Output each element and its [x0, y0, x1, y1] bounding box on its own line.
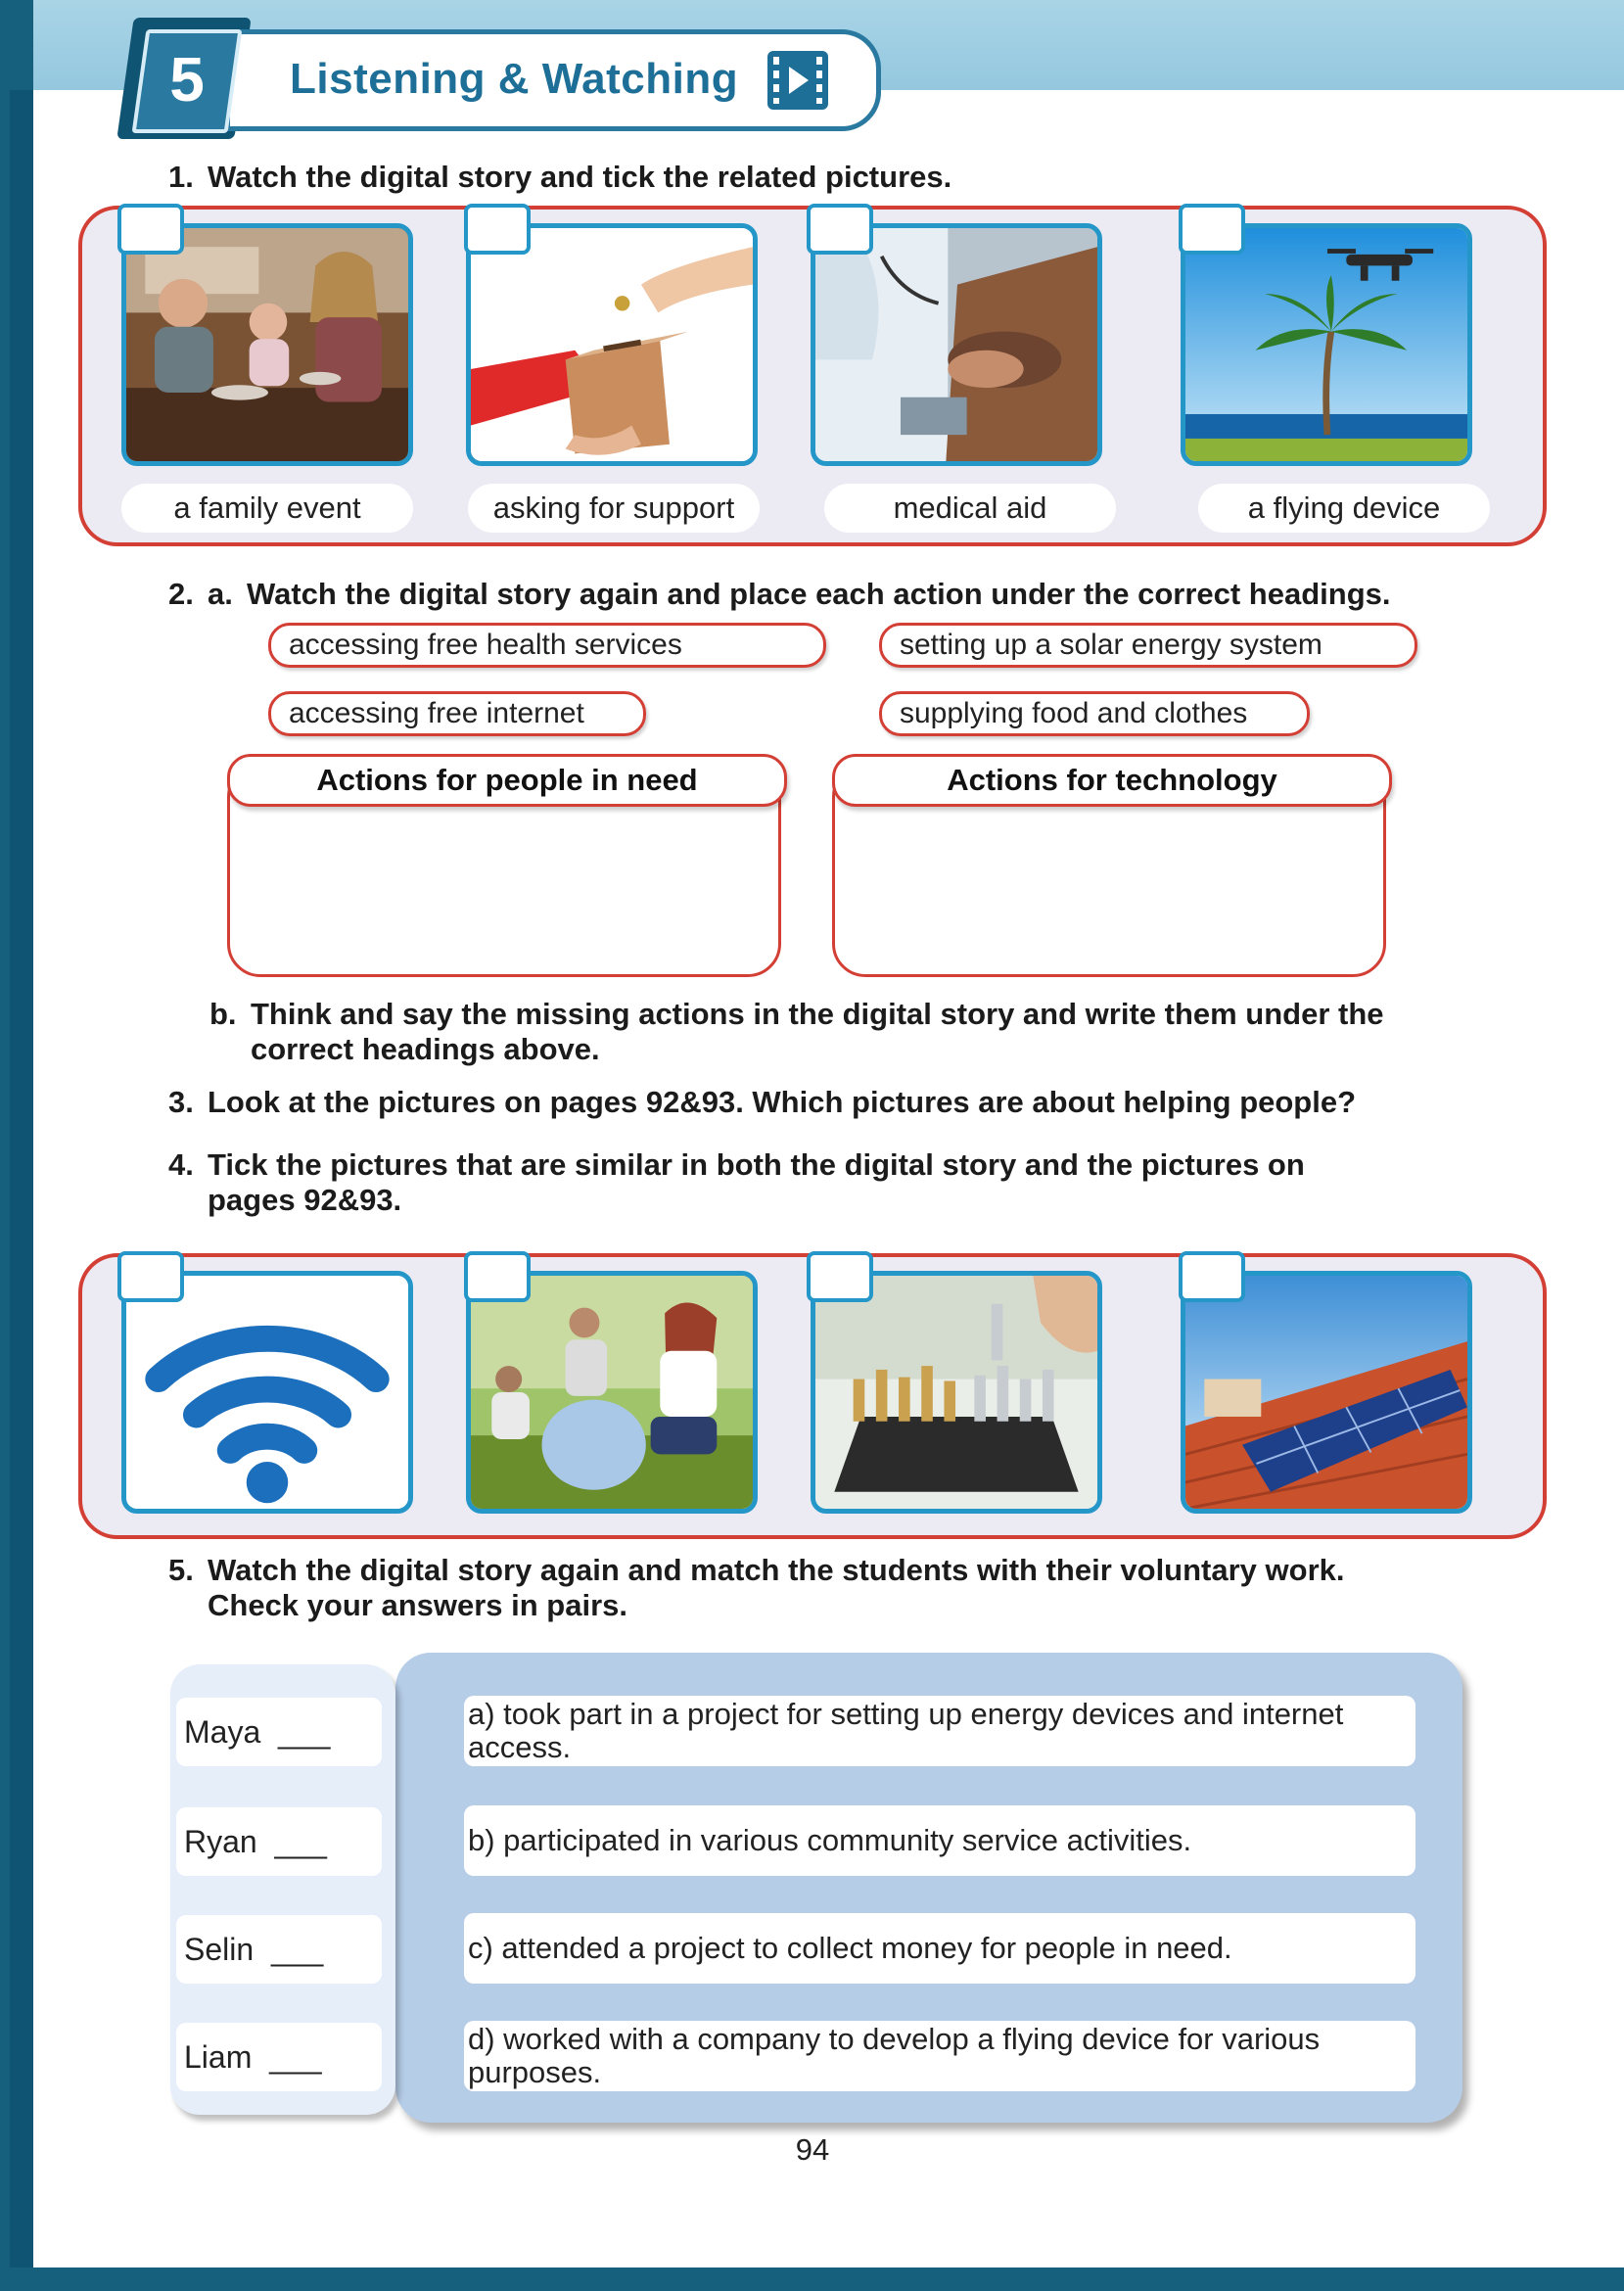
left-margin-band-inner [10, 90, 33, 2291]
q4-tick-box-4[interactable] [1179, 1251, 1245, 1302]
heading-people-in-need: Actions for people in need [227, 754, 787, 807]
heading-technology: Actions for technology [832, 754, 1392, 807]
answer-blank-selin[interactable]: ___ [270, 1932, 324, 1967]
video-play-icon [766, 49, 830, 112]
student-row-selin [176, 1915, 382, 1984]
bottom-band [0, 2268, 1624, 2291]
question-5-line2: Check your answers in pairs. [208, 1588, 628, 1622]
description-b [464, 1805, 1415, 1876]
action-chip-health[interactable]: accessing free health services [268, 623, 826, 668]
q1-caption-3: medical aid [824, 484, 1116, 533]
answer-blank-ryan[interactable]: ___ [274, 1824, 327, 1859]
q4-image-solar-panels [1181, 1271, 1472, 1514]
question-2b-line2: correct headings above. [251, 1032, 600, 1066]
question-5-line1: Watch the digital story again and match the students with their voluntary work. [208, 1553, 1345, 1587]
q1-caption-4: a flying device [1198, 484, 1490, 533]
q4-tick-box-1[interactable] [117, 1251, 184, 1302]
question-3 [168, 1085, 1356, 1120]
question-2-number: 2. [168, 577, 194, 611]
description-a [464, 1696, 1415, 1766]
question-3-number: 3. [168, 1085, 194, 1119]
student-row-liam [176, 2023, 382, 2091]
description-d [464, 2021, 1415, 2091]
answer-blank-maya[interactable]: ___ [278, 1714, 331, 1750]
section-title: Listening & Watching [290, 55, 739, 103]
question-5-number: 5. [168, 1553, 194, 1587]
q4-image-chess [811, 1271, 1102, 1514]
q1-tick-box-2[interactable] [464, 204, 531, 255]
description-a-text: a) took part in a project for setting up energy devices and internet access. [468, 1697, 1344, 1764]
q1-tick-box-3[interactable] [807, 204, 873, 255]
question-4-number: 4. [168, 1147, 194, 1182]
q1-image-family-dinner [121, 223, 413, 466]
description-c [464, 1913, 1415, 1984]
student-row-maya [176, 1698, 382, 1766]
question-1 [168, 160, 951, 195]
q4-image-volunteers [466, 1271, 758, 1514]
question-1-number: 1. [168, 160, 194, 194]
student-row-ryan [176, 1807, 382, 1876]
q4-tick-box-3[interactable] [807, 1251, 873, 1302]
page-number: 94 [795, 2132, 830, 2167]
question-2b [209, 997, 1384, 1067]
q1-tick-box-4[interactable] [1179, 204, 1245, 255]
question-4-line1: Tick the pictures that are similar in both the digital story and the pictures on [208, 1147, 1305, 1182]
q1-image-donation-box [466, 223, 758, 466]
q4-tick-box-2[interactable] [464, 1251, 531, 1302]
student-name-maya: Maya [184, 1714, 261, 1750]
question-4 [168, 1147, 1305, 1218]
description-c-text: c) attended a project to collect money for people in need. [468, 1931, 1232, 1965]
action-chip-food[interactable]: supplying food and clothes [879, 691, 1310, 736]
question-1-text: Watch the digital story and tick the related pictures. [208, 160, 952, 194]
unit-number: 5 [169, 44, 205, 115]
q1-image-doctor-patient [811, 223, 1102, 466]
description-b-text: b) participated in various community service activities. [468, 1823, 1192, 1857]
question-5 [168, 1553, 1345, 1623]
question-2a [168, 577, 1391, 612]
question-2b-label: b. [209, 997, 237, 1031]
q1-tick-box-1[interactable] [117, 204, 184, 255]
student-name-ryan: Ryan [184, 1824, 257, 1859]
question-2a-label: a. [208, 577, 233, 611]
question-2b-line1: Think and say the missing actions in the digital story and write them under the [251, 997, 1384, 1031]
student-name-liam: Liam [184, 2039, 253, 2075]
question-4-line2: pages 92&93. [208, 1183, 402, 1217]
action-chip-internet[interactable]: accessing free internet [268, 691, 646, 736]
q1-caption-2: asking for support [468, 484, 760, 533]
question-2a-text: Watch the digital story again and place each action under the correct headings. [247, 577, 1391, 611]
description-d-text: d) worked with a company to develop a flying device for various purposes. [468, 2022, 1321, 2089]
student-name-selin: Selin [184, 1932, 255, 1967]
q1-image-drone-palm [1181, 223, 1472, 466]
question-3-text: Look at the pictures on pages 92&93. Which pictures are about helping people? [208, 1085, 1357, 1119]
action-chip-solar[interactable]: setting up a solar energy system [879, 623, 1417, 668]
q1-caption-1: a family event [121, 484, 413, 533]
answer-blank-liam[interactable]: ___ [269, 2039, 322, 2075]
q4-image-wifi [121, 1271, 413, 1514]
